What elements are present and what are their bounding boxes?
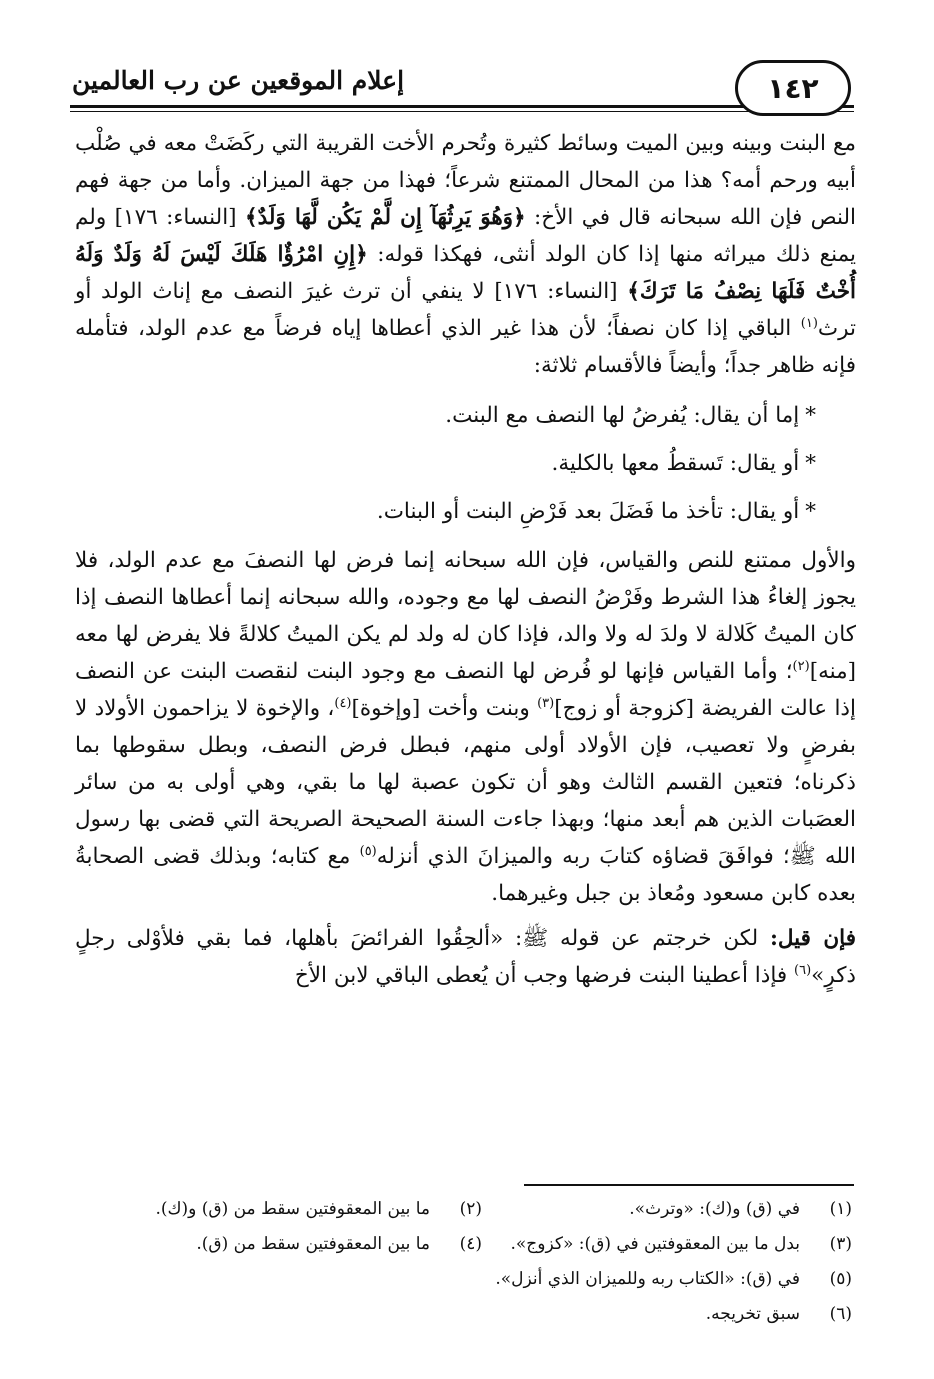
footnote-row <box>75 1227 852 1262</box>
footnote-text: في (ق) و(ك): «وترث». <box>629 1199 800 1219</box>
footnote-row <box>75 1192 852 1227</box>
paragraph-2 <box>75 542 856 912</box>
text-run: ، والإخوة لا يزاحمون الأولاد لا بفرضٍ ولا تعصيب، فإن الأولاد أولى منهم، فبطل فرض النصف، وبطل سقوطها بما ذكرناه؛ فتعين القسم الثالث وهو أن تكون عصبة لها ما بقي، وهي أولى به من سائر العصَبات الذين هم أبعد منها؛ وبهذا جاءت السنة الصحيحة الصريحة التي قضى بها رسول الله ﷺ؛ فوافَقَ قضاؤه كتابَ ربه والميزانَ الذي أنزله <box>75 696 856 869</box>
footnote-text: في (ق): «الكتاب ربه وللميزان الذي أنزل». <box>495 1269 800 1289</box>
paragraph-1 <box>75 125 856 384</box>
footnote-number: (٢) <box>459 1199 482 1219</box>
footnote-marker: (٤) <box>334 695 352 711</box>
footnote <box>482 1192 852 1227</box>
header-rule <box>70 105 854 108</box>
footnote-number: (٦) <box>829 1304 852 1324</box>
bullet-list <box>75 396 856 532</box>
quran-verse: ﴿إِنِ امْرُؤٌا هَلَكَ لَيْسَ لَهُ وَلَدٌ وَلَهُ أُخْتٌ فَلَهَا نِصْفُ مَا تَرَكَ﴾ <box>75 242 856 304</box>
text-run: وبنت وأخت [وإخوة] <box>351 696 538 721</box>
list-item <box>75 396 816 436</box>
text-run: مع كتابه؛ وبذلك قضى الصحابةُ بعده كابن مسعود ومُعاذ بن جبل وغيرهما. <box>75 844 856 906</box>
star-bullet-icon: * <box>805 403 816 428</box>
list-item <box>75 492 816 532</box>
footnote-marker: (٦) <box>794 962 812 978</box>
text-run: الباقي إذا كان نصفاً؛ لأن هذا غير الذي أعطاها إياه فرضاً مع عدم الولد، فتأمله فإنه ظاهر جداً؛ وأيضاً فالأقسام ثلاثة: <box>75 316 856 378</box>
footnote-text: ما بين المعقوفتين سقط من (ق). <box>196 1234 430 1254</box>
text-run: ؛ وأما القياس فإنها لو فُرض لها النصف مع وجود البنت لنقصت البنت عن النصف إذا عالت الفريضة [كزوجة أو زوج] <box>75 659 856 721</box>
footnotes <box>75 1192 852 1332</box>
footnote-number: (٣) <box>829 1234 852 1254</box>
running-title: إعلام الموقعين عن رب العالمين <box>72 66 405 95</box>
star-bullet-icon: * <box>805 451 816 476</box>
footnote-rule <box>524 1184 854 1186</box>
text-run: مع البنت وبينه وبين الميت وسائط كثيرة وتُحرم الأخت القريبة التي ركَضَتْ معه في صُلْب أبيه ورحم أمه؟ هذا من المحال الممتنع شرعاً؛ فهذا من جهة الميزان. وأما من جهة فهم النص فإن الله سبحانه قال في الأخ: <box>75 131 856 230</box>
text-run: فإذا أعطينا البنت فرضها وجب أن يُعطى الباقي لابن الأخ <box>294 963 795 988</box>
text-run: والأول ممتنع للنص والقياس، فإن الله سبحانه إنما فرض لها النصفَ مع عدم الولد، فلا يجوز إلغاءُ هذا الشرط وفَرْضُ النصف لها مع وجوده، والله سبحانه إنما أعطاها النصف إذا كان الميتُ كَلالة لا ولدَ له ولا والد، فإذا كان له ولد لم يكن الميتُ كلالةً فلا يفرض لها معه [منه] <box>75 548 856 684</box>
footnote-marker: (٣) <box>537 695 555 711</box>
footnote-marker: (٥) <box>359 843 377 859</box>
footnote-text: سبق تخريجه. <box>705 1304 800 1324</box>
main-text <box>75 125 856 994</box>
footnote <box>482 1227 852 1262</box>
footnote-row <box>75 1297 852 1332</box>
verse-reference: [النساء: ١٧٦] لا ينفي أن ترث غيرَ النصف مع إناث الولد أو ترث <box>75 279 856 341</box>
objection-lead: فإن قيل: <box>769 926 856 951</box>
header-rule-thin <box>70 111 854 112</box>
footnote-number: (١) <box>829 1199 852 1219</box>
paragraph-3 <box>75 920 856 994</box>
list-item <box>75 444 816 484</box>
footnote <box>155 1192 482 1227</box>
footnote-text: بدل ما بين المعقوفتين في (ق): «كزوج». <box>510 1234 800 1254</box>
page-number: ١٤٢ <box>735 60 851 116</box>
footnote <box>706 1297 852 1332</box>
list-item-text: إما أن يقال: يُفرضُ لها النصف مع البنت. <box>445 403 800 428</box>
footnote-marker: (٢) <box>792 658 810 674</box>
star-bullet-icon: * <box>805 499 816 524</box>
text-run: لكن خرجتم عن قوله ﷺ: «ألحِقُوا الفرائضَ بأهلها، فما بقي فلأوْلى رجلٍ ذكرٍ» <box>75 926 856 988</box>
footnote <box>196 1227 482 1262</box>
footnote-text: ما بين المعقوفتين سقط من (ق) و(ك). <box>155 1199 430 1219</box>
list-item-text: أو يقال: تأخذ ما فَضَلَ بعد فَرْضِ البنت أو البنات. <box>376 499 800 524</box>
footnote-marker: (١) <box>800 315 818 331</box>
footnote-number: (٤) <box>459 1234 482 1254</box>
footnote-row <box>75 1262 852 1297</box>
footnote <box>495 1262 852 1297</box>
verse-reference: [النساء: ١٧٦] ولم يمنع ذلك ميراثه منها إذا كان الولد أنثى، فهكذا قوله: <box>75 205 856 267</box>
list-item-text: أو يقال: تَسقطُ معها بالكلية. <box>551 451 800 476</box>
footnote-number: (٥) <box>829 1269 852 1289</box>
quran-verse: ﴿وَهُوَ يَرِثُهَآ إِن لَّمْ يَكُن لَّهَا وَلَدٌ﴾ <box>244 205 526 230</box>
